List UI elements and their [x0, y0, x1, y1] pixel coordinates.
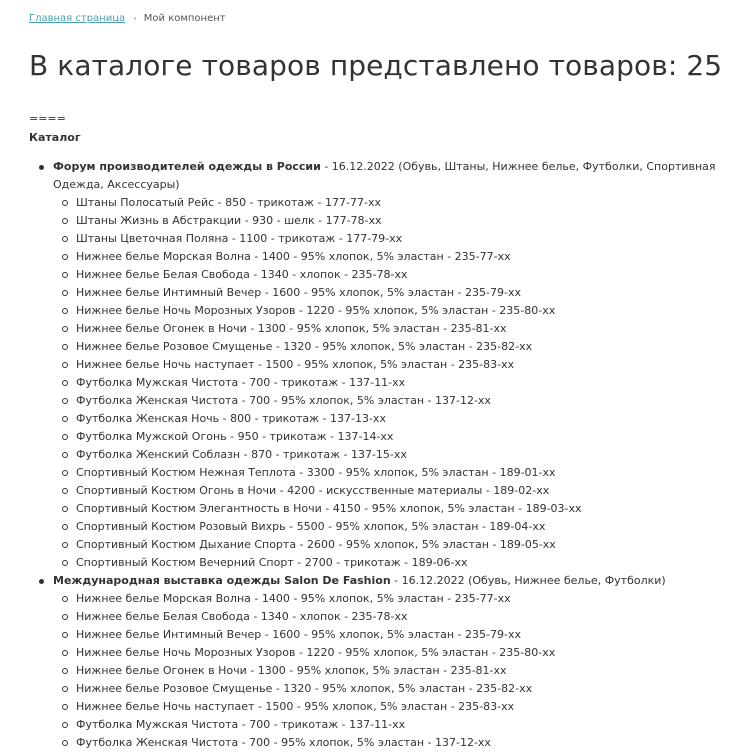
product-text: Футболка Мужской Огонь - 950 - трикотаж - 137-14-xx [76, 430, 394, 443]
exhibition-name: Международная выставка одежды Salon De Fashion [53, 574, 391, 587]
circle-bullet-icon [62, 740, 68, 746]
exhibition-header [53, 158, 743, 194]
product-list [53, 590, 743, 752]
product-item [76, 536, 743, 554]
product-item [76, 284, 743, 302]
product-text: Штаны Полосатый Рейс - 850 - трикотаж - 177-77-xx [76, 196, 381, 209]
product-item [76, 392, 743, 410]
exhibition-name: Форум производителей одежды в России [53, 160, 321, 173]
circle-bullet-icon [62, 254, 68, 260]
circle-bullet-icon [62, 344, 68, 350]
product-item [76, 464, 743, 482]
product-text: Футболка Женская Чистота - 700 - 95% хлопок, 5% эластан - 137-12-xx [76, 736, 491, 749]
separator-text: ==== [29, 112, 66, 125]
product-item [76, 374, 743, 392]
product-list [53, 194, 743, 572]
circle-bullet-icon [62, 650, 68, 656]
product-text: Футболка Мужская Чистота - 700 - трикотаж - 137-11-xx [76, 718, 406, 731]
circle-bullet-icon [62, 416, 68, 422]
circle-bullet-icon [62, 506, 68, 512]
product-text: Нижнее белье Ночь Морозных Узоров - 1220 - 95% хлопок, 5% эластан - 235-80-xx [76, 304, 556, 317]
circle-bullet-icon [62, 434, 68, 440]
circle-bullet-icon [62, 470, 68, 476]
breadcrumb-current: Мой компонент [143, 13, 226, 24]
product-item [76, 194, 743, 212]
product-item [76, 356, 743, 374]
product-text: Нижнее белье Розовое Смущенье - 1320 - 95% хлопок, 5% эластан - 235-82-xx [76, 682, 533, 695]
circle-bullet-icon [62, 722, 68, 728]
bullet-icon [39, 579, 44, 584]
circle-bullet-icon [62, 488, 68, 494]
breadcrumb-home-link[interactable]: Главная страница [29, 13, 126, 24]
exhibition-header [53, 572, 743, 590]
product-item [76, 518, 743, 536]
product-text: Нижнее белье Ночь Морозных Узоров - 1220 - 95% хлопок, 5% эластан - 235-80-xx [76, 646, 556, 659]
product-text: Нижнее белье Белая Свобода - 1340 - хлопок - 235-78-xx [76, 268, 408, 281]
circle-bullet-icon [62, 308, 68, 314]
product-item [76, 446, 743, 464]
catalog-heading: Каталог [29, 131, 81, 144]
product-item [76, 482, 743, 500]
product-item [76, 590, 743, 608]
circle-bullet-icon [62, 686, 68, 692]
circle-bullet-icon [62, 632, 68, 638]
product-text: Нижнее белье Ночь наступает - 1500 - 95% хлопок, 5% эластан - 235-83-xx [76, 358, 515, 371]
circle-bullet-icon [62, 398, 68, 404]
product-item [76, 320, 743, 338]
circle-bullet-icon [62, 326, 68, 332]
product-text: Нижнее белье Морская Волна - 1400 - 95% хлопок, 5% эластан - 235-77-xx [76, 250, 511, 263]
product-item [76, 410, 743, 428]
product-item [76, 500, 743, 518]
circle-bullet-icon [62, 614, 68, 620]
product-item [76, 716, 743, 734]
product-item [76, 212, 743, 230]
exhibition-item [53, 158, 743, 572]
page-title: В каталоге товаров представлено товаров: 25 [29, 49, 723, 82]
product-text: Футболка Женская Чистота - 700 - 95% хлопок, 5% эластан - 137-12-xx [76, 394, 491, 407]
circle-bullet-icon [62, 236, 68, 242]
circle-bullet-icon [62, 524, 68, 530]
circle-bullet-icon [62, 668, 68, 674]
breadcrumb [29, 12, 226, 26]
product-item [76, 230, 743, 248]
product-item [76, 734, 743, 752]
circle-bullet-icon [62, 596, 68, 602]
product-text: Спортивный Костюм Огонь в Ночи - 4200 - искусственные материалы - 189-02-xx [76, 484, 550, 497]
exhibition-list [0, 158, 743, 752]
bullet-icon [39, 165, 44, 170]
circle-bullet-icon [62, 272, 68, 278]
product-text: Нижнее белье Огонек в Ночи - 1300 - 95% хлопок, 5% эластан - 235-81-xx [76, 664, 507, 677]
circle-bullet-icon [62, 380, 68, 386]
product-item [76, 266, 743, 284]
product-item [76, 662, 743, 680]
product-text: Спортивный Костюм Вечерний Спорт - 2700 - трикотаж - 189-06-xx [76, 556, 468, 569]
product-item [76, 608, 743, 626]
circle-bullet-icon [62, 362, 68, 368]
product-item [76, 644, 743, 662]
product-text: Спортивный Костюм Нежная Теплота - 3300 - 95% хлопок, 5% эластан - 189-01-xx [76, 466, 556, 479]
product-item [76, 428, 743, 446]
exhibition-details: - 16.12.2022 (Обувь, Нижнее белье, Футболки) [390, 574, 666, 587]
product-item [76, 338, 743, 356]
product-item [76, 302, 743, 320]
product-text: Нижнее белье Интимный Вечер - 1600 - 95% хлопок, 5% эластан - 235-79-xx [76, 628, 521, 641]
circle-bullet-icon [62, 452, 68, 458]
product-text: Футболка Мужская Чистота - 700 - трикотаж - 137-11-xx [76, 376, 406, 389]
product-text: Спортивный Костюм Дыхание Спорта - 2600 - 95% хлопок, 5% эластан - 189-05-xx [76, 538, 556, 551]
product-item [76, 248, 743, 266]
product-text: Штаны Цветочная Поляна - 1100 - трикотаж - 177-79-xx [76, 232, 403, 245]
product-item [76, 680, 743, 698]
circle-bullet-icon [62, 704, 68, 710]
product-text: Футболка Женская Ночь - 800 - трикотаж - 137-13-xx [76, 412, 386, 425]
product-text: Спортивный Костюм Элегантность в Ночи - 4150 - 95% хлопок, 5% эластан - 189-03-xx [76, 502, 582, 515]
product-text: Нижнее белье Огонек в Ночи - 1300 - 95% хлопок, 5% эластан - 235-81-xx [76, 322, 507, 335]
product-text: Нижнее белье Белая Свобода - 1340 - хлопок - 235-78-xx [76, 610, 408, 623]
circle-bullet-icon [62, 218, 68, 224]
product-text: Футболка Женский Соблазн - 870 - трикотаж - 137-15-xx [76, 448, 407, 461]
circle-bullet-icon [62, 290, 68, 296]
product-item [76, 698, 743, 716]
product-text: Нижнее белье Морская Волна - 1400 - 95% хлопок, 5% эластан - 235-77-xx [76, 592, 511, 605]
product-item [76, 626, 743, 644]
exhibition-item [53, 572, 743, 752]
product-text: Нижнее белье Розовое Смущенье - 1320 - 95% хлопок, 5% эластан - 235-82-xx [76, 340, 533, 353]
product-text: Спортивный Костюм Розовый Вихрь - 5500 - 95% хлопок, 5% эластан - 189-04-xx [76, 520, 546, 533]
product-text: Нижнее белье Ночь наступает - 1500 - 95% хлопок, 5% эластан - 235-83-xx [76, 700, 515, 713]
product-item [76, 554, 743, 572]
circle-bullet-icon [62, 560, 68, 566]
product-text: Нижнее белье Интимный Вечер - 1600 - 95% хлопок, 5% эластан - 235-79-xx [76, 286, 521, 299]
circle-bullet-icon [62, 542, 68, 548]
exhibition-details: - 16.12.2022 (Обувь, Штаны, Нижнее белье, Футболки, Спортивная Одежда, Аксессуары) [53, 160, 716, 191]
breadcrumb-separator: › [133, 14, 137, 24]
product-text: Штаны Жизнь в Абстракции - 930 - шелк - 177-78-xx [76, 214, 382, 227]
circle-bullet-icon [62, 200, 68, 206]
